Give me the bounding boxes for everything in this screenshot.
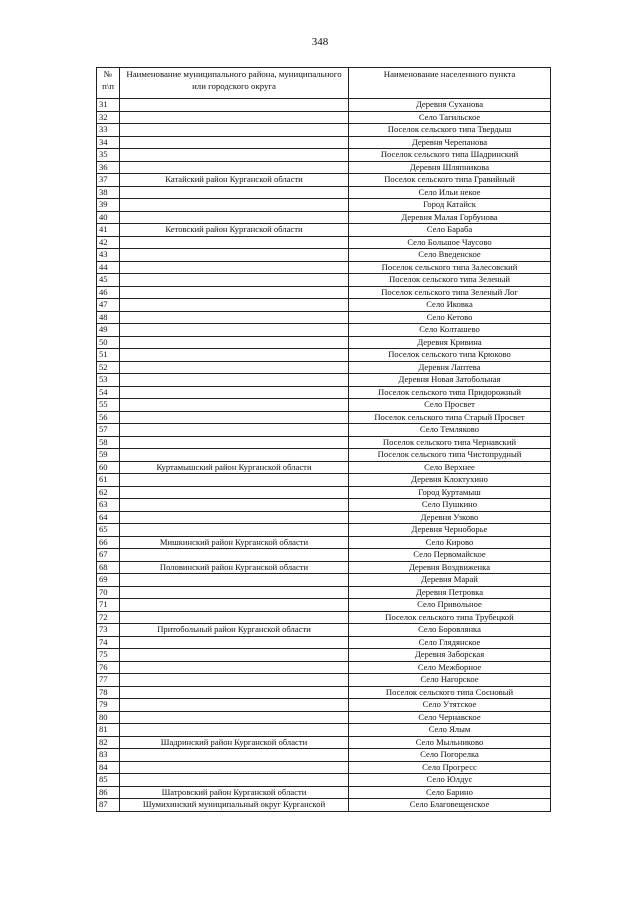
district-cell <box>120 124 349 137</box>
table-row <box>97 761 551 774</box>
place-cell: Город Катайск <box>349 199 551 212</box>
place-cell: Деревня Малая Горбунова <box>349 211 551 224</box>
district-cell <box>120 586 349 599</box>
table-row <box>97 299 551 312</box>
row-number: 81 <box>97 724 120 737</box>
row-number: 83 <box>97 749 120 762</box>
district-cell <box>120 549 349 562</box>
district-cell <box>120 711 349 724</box>
table-row <box>97 124 551 137</box>
table-row <box>97 786 551 799</box>
row-number: 67 <box>97 549 120 562</box>
place-cell: Поселок сельского типа Зеленый <box>349 274 551 287</box>
place-cell: Село Первомайское <box>349 549 551 562</box>
row-number: 64 <box>97 511 120 524</box>
place-cell: Село Иковка <box>349 299 551 312</box>
table-row <box>97 799 551 812</box>
table-row <box>97 286 551 299</box>
table-header-row <box>97 68 551 99</box>
row-number: 61 <box>97 474 120 487</box>
district-cell <box>120 524 349 537</box>
place-cell: Село Кетово <box>349 311 551 324</box>
table-row <box>97 211 551 224</box>
district-cell <box>120 724 349 737</box>
place-cell: Город Куртамыш <box>349 486 551 499</box>
row-number: 56 <box>97 411 120 424</box>
row-number: 78 <box>97 686 120 699</box>
table-row <box>97 349 551 362</box>
place-cell: Село Нагорское <box>349 674 551 687</box>
district-cell <box>120 274 349 287</box>
table-row <box>97 199 551 212</box>
place-cell: Деревня Марай <box>349 574 551 587</box>
district-cell <box>120 99 349 112</box>
district-cell <box>120 499 349 512</box>
row-number: 35 <box>97 149 120 162</box>
table-row <box>97 736 551 749</box>
place-cell: Село Юлдус <box>349 774 551 787</box>
table-row <box>97 636 551 649</box>
row-number: 38 <box>97 186 120 199</box>
place-cell: Село Боровлянка <box>349 624 551 637</box>
place-cell: Поселок сельского типа Старый Просвет <box>349 411 551 424</box>
district-cell <box>120 411 349 424</box>
row-number: 73 <box>97 624 120 637</box>
district-cell <box>120 511 349 524</box>
place-cell: Поселок сельского типа Залесовский <box>349 261 551 274</box>
district-cell <box>120 211 349 224</box>
place-cell: Деревня Кривина <box>349 336 551 349</box>
table-row <box>97 611 551 624</box>
place-cell: Село Колташево <box>349 324 551 337</box>
place-cell: Село Верхнее <box>349 461 551 474</box>
place-cell: Село Чернавское <box>349 711 551 724</box>
row-number: 42 <box>97 236 120 249</box>
district-cell <box>120 486 349 499</box>
district-cell <box>120 311 349 324</box>
row-number: 33 <box>97 124 120 137</box>
row-number: 57 <box>97 424 120 437</box>
row-number: 69 <box>97 574 120 587</box>
header-number: № п\п <box>97 68 120 99</box>
place-cell: Поселок сельского типа Твердыш <box>349 124 551 137</box>
district-cell <box>120 186 349 199</box>
row-number: 49 <box>97 324 120 337</box>
row-number: 70 <box>97 586 120 599</box>
row-number: 37 <box>97 174 120 187</box>
district-cell: Шадринский район Курганской области <box>120 736 349 749</box>
district-cell <box>120 111 349 124</box>
table-row <box>97 324 551 337</box>
place-cell: Поселок сельского типа Гравийный <box>349 174 551 187</box>
page-number: 348 <box>311 36 329 48</box>
row-number: 34 <box>97 136 120 149</box>
district-cell: Куртамышский район Курганской области <box>120 461 349 474</box>
place-cell: Село Межборное <box>349 661 551 674</box>
row-number: 77 <box>97 674 120 687</box>
place-cell: Деревня Лаптева <box>349 361 551 374</box>
district-cell <box>120 774 349 787</box>
place-cell: Село Привольное <box>349 599 551 612</box>
place-cell: Село Введенское <box>349 249 551 262</box>
row-number: 45 <box>97 274 120 287</box>
table-row <box>97 436 551 449</box>
district-cell: Притобольный район Курганской области <box>120 624 349 637</box>
row-number: 72 <box>97 611 120 624</box>
district-cell <box>120 749 349 762</box>
table-row <box>97 774 551 787</box>
row-number: 76 <box>97 661 120 674</box>
table-row <box>97 511 551 524</box>
district-cell <box>120 161 349 174</box>
place-cell: Село Мыльниково <box>349 736 551 749</box>
row-number: 85 <box>97 774 120 787</box>
place-cell: Деревня Петровка <box>349 586 551 599</box>
row-number: 40 <box>97 211 120 224</box>
table-row <box>97 224 551 237</box>
district-cell <box>120 449 349 462</box>
place-cell: Село Кирово <box>349 536 551 549</box>
row-number: 46 <box>97 286 120 299</box>
table-row <box>97 599 551 612</box>
table-row <box>97 649 551 662</box>
district-cell: Мишкинский район Курганской области <box>120 536 349 549</box>
table-row <box>97 524 551 537</box>
district-cell <box>120 674 349 687</box>
place-cell: Поселок сельского типа Сосновый <box>349 686 551 699</box>
table-row <box>97 411 551 424</box>
table-row <box>97 536 551 549</box>
district-cell <box>120 361 349 374</box>
table-row <box>97 486 551 499</box>
place-cell: Поселок сельского типа Чернавский <box>349 436 551 449</box>
row-number: 55 <box>97 399 120 412</box>
place-cell: Деревня Клоктухино <box>349 474 551 487</box>
header-place: Наименование населенного пункта <box>349 68 551 99</box>
place-cell: Деревня Черноборье <box>349 524 551 537</box>
place-cell: Поселок сельского типа Шадринский <box>349 149 551 162</box>
district-cell: Шумихинский муниципальный округ Курганской <box>120 799 349 812</box>
table-row <box>97 174 551 187</box>
district-cell <box>120 661 349 674</box>
row-number: 47 <box>97 299 120 312</box>
row-number: 58 <box>97 436 120 449</box>
district-cell <box>120 686 349 699</box>
row-number: 65 <box>97 524 120 537</box>
row-number: 68 <box>97 561 120 574</box>
row-number: 84 <box>97 761 120 774</box>
district-cell <box>120 574 349 587</box>
district-cell <box>120 424 349 437</box>
row-number: 53 <box>97 374 120 387</box>
table-row <box>97 711 551 724</box>
row-number: 43 <box>97 249 120 262</box>
district-cell <box>120 199 349 212</box>
district-cell: Шатровский район Курганской области <box>120 786 349 799</box>
table-row <box>97 186 551 199</box>
row-number: 75 <box>97 649 120 662</box>
district-cell <box>120 649 349 662</box>
place-cell: Село Бараба <box>349 224 551 237</box>
district-cell <box>120 599 349 612</box>
district-cell <box>120 149 349 162</box>
place-cell: Село Просвет <box>349 399 551 412</box>
row-number: 54 <box>97 386 120 399</box>
district-cell <box>120 474 349 487</box>
place-cell: Деревня Черепанова <box>349 136 551 149</box>
table-row <box>97 499 551 512</box>
table-row <box>97 661 551 674</box>
table-row <box>97 361 551 374</box>
place-cell: Село Погорелка <box>349 749 551 762</box>
district-cell <box>120 299 349 312</box>
row-number: 74 <box>97 636 120 649</box>
table-row <box>97 149 551 162</box>
row-number: 82 <box>97 736 120 749</box>
district-cell <box>120 374 349 387</box>
row-number: 50 <box>97 336 120 349</box>
row-number: 66 <box>97 536 120 549</box>
header-district: Наименование муниципального района, муниципального или городского округа <box>120 68 349 99</box>
table-row <box>97 336 551 349</box>
table-row <box>97 749 551 762</box>
table-row <box>97 561 551 574</box>
row-number: 44 <box>97 261 120 274</box>
district-cell: Катайский район Курганской области <box>120 174 349 187</box>
table-row <box>97 586 551 599</box>
district-cell: Кетовский район Курганской области <box>120 224 349 237</box>
place-cell: Поселок сельского типа Трубецкой <box>349 611 551 624</box>
table-row <box>97 374 551 387</box>
table-row <box>97 249 551 262</box>
table-row <box>97 461 551 474</box>
table-row <box>97 449 551 462</box>
table-row <box>97 474 551 487</box>
table-row <box>97 724 551 737</box>
district-cell <box>120 286 349 299</box>
row-number: 52 <box>97 361 120 374</box>
place-cell: Село Тагильское <box>349 111 551 124</box>
place-cell: Село Барино <box>349 786 551 799</box>
table-row <box>97 399 551 412</box>
row-number: 80 <box>97 711 120 724</box>
row-number: 39 <box>97 199 120 212</box>
district-cell <box>120 399 349 412</box>
row-number: 86 <box>97 786 120 799</box>
place-cell: Село Утятское <box>349 699 551 712</box>
table-row <box>97 311 551 324</box>
row-number: 41 <box>97 224 120 237</box>
place-cell: Поселок сельского типа Зеленый Лог <box>349 286 551 299</box>
place-cell: Поселок сельского типа Чистопрудный <box>349 449 551 462</box>
row-number: 62 <box>97 486 120 499</box>
district-cell <box>120 386 349 399</box>
place-cell: Деревня Шляпникова <box>349 161 551 174</box>
district-cell <box>120 636 349 649</box>
row-number: 32 <box>97 111 120 124</box>
place-cell: Село Прогресс <box>349 761 551 774</box>
table-row <box>97 99 551 112</box>
place-cell: Деревня Воздвиженка <box>349 561 551 574</box>
place-cell: Село Большое Чаусово <box>349 236 551 249</box>
district-cell <box>120 611 349 624</box>
district-cell <box>120 236 349 249</box>
table-row <box>97 261 551 274</box>
row-number: 87 <box>97 799 120 812</box>
table-row <box>97 574 551 587</box>
row-number: 60 <box>97 461 120 474</box>
district-cell <box>120 324 349 337</box>
row-number: 51 <box>97 349 120 362</box>
row-number: 36 <box>97 161 120 174</box>
row-number: 59 <box>97 449 120 462</box>
district-cell: Половинский район Курганской области <box>120 561 349 574</box>
table-row <box>97 624 551 637</box>
place-cell: Село Ильи некое <box>349 186 551 199</box>
row-number: 48 <box>97 311 120 324</box>
place-cell: Село Пушкино <box>349 499 551 512</box>
district-cell <box>120 261 349 274</box>
place-cell: Деревня Суханова <box>349 99 551 112</box>
table-row <box>97 386 551 399</box>
district-cell <box>120 349 349 362</box>
district-cell <box>120 761 349 774</box>
district-cell <box>120 136 349 149</box>
row-number: 79 <box>97 699 120 712</box>
table-row <box>97 236 551 249</box>
table-row <box>97 686 551 699</box>
row-number: 63 <box>97 499 120 512</box>
table-row <box>97 699 551 712</box>
table-row <box>97 674 551 687</box>
place-cell: Село Ялым <box>349 724 551 737</box>
place-cell: Деревня Новая Затобольная <box>349 374 551 387</box>
table-row <box>97 424 551 437</box>
table-row <box>97 111 551 124</box>
place-cell: Поселок сельского типа Придорожный <box>349 386 551 399</box>
row-number: 71 <box>97 599 120 612</box>
table-row <box>97 274 551 287</box>
table-row <box>97 136 551 149</box>
place-cell: Поселок сельского типа Крюково <box>349 349 551 362</box>
row-number: 31 <box>97 99 120 112</box>
place-cell: Село Темляково <box>349 424 551 437</box>
district-cell <box>120 699 349 712</box>
settlements-table <box>96 67 551 812</box>
place-cell: Село Благовещенское <box>349 799 551 812</box>
table-row <box>97 161 551 174</box>
district-cell <box>120 436 349 449</box>
place-cell: Деревня Заборская <box>349 649 551 662</box>
district-cell <box>120 249 349 262</box>
district-cell <box>120 336 349 349</box>
place-cell: Деревня Узково <box>349 511 551 524</box>
table-row <box>97 549 551 562</box>
place-cell: Село Глядянское <box>349 636 551 649</box>
